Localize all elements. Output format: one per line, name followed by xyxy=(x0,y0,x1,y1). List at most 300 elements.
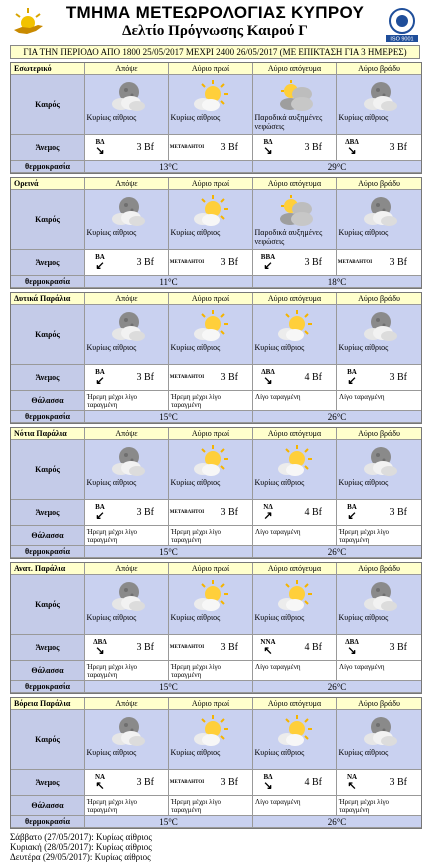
wind-force: 3 Bf xyxy=(136,142,154,153)
wind-row xyxy=(11,635,421,661)
sea-state: Ήρεμη μέχρι λίγο ταραγμένη xyxy=(339,528,390,544)
wind-direction xyxy=(169,644,205,652)
wind-cell xyxy=(337,500,421,526)
column-header: Αύριο πρωί xyxy=(169,178,253,190)
weather-text: Κυρίως αίθριος xyxy=(86,113,137,122)
wind-direction xyxy=(88,138,112,157)
wind-direction-label: ΝΔ xyxy=(263,503,273,511)
column-header: Αύριο βράδυ xyxy=(337,63,421,75)
temperature-low: 15°C xyxy=(85,681,253,693)
wind-arrow-icon: ↘ xyxy=(263,780,273,792)
sea-state: Λίγο ταραγμένη xyxy=(339,393,385,401)
sea-cell xyxy=(169,796,253,816)
wind-label: Άνεμος xyxy=(11,135,85,161)
wind-row xyxy=(11,135,421,161)
column-header: Αύριο απόγευμα xyxy=(253,428,337,440)
weather-cell xyxy=(337,575,421,635)
wind-force: 3 Bf xyxy=(389,372,407,383)
weather-label: Καιρός xyxy=(11,305,85,365)
moon-cloud-icon xyxy=(359,444,399,478)
sea-cell xyxy=(253,391,337,411)
weather-text: Κυρίως αίθριος xyxy=(338,343,389,352)
wind-force: 3 Bf xyxy=(136,257,154,268)
page-subtitle: Δελτίο Πρόγνωσης Καιρού Γ xyxy=(122,23,308,39)
wind-force: 3 Bf xyxy=(220,507,238,518)
wind-direction-label: ΔΒΔ xyxy=(261,368,275,376)
wind-direction xyxy=(169,509,205,517)
forecast-period: ΓΙΑ ΤΗΝ ΠΕΡΙΟΔΟ ΑΠΟ 1800 25/05/2017 ΜΕΧΡΙ 2400 26/05/2017 (ΜΕ ΕΠΙΚΤΑΣΗ ΓΙΑ 3 ΗΜΕΡΕΣ) xyxy=(10,45,420,59)
weather-text: Κυρίως αίθριος xyxy=(86,228,137,237)
temperature-row xyxy=(11,681,421,693)
sun-cloud-icon xyxy=(191,194,231,228)
weather-cell xyxy=(169,575,253,635)
wind-cell xyxy=(337,135,421,161)
column-header: Απόψε xyxy=(85,428,169,440)
region-header-row xyxy=(11,698,421,710)
wind-force: 4 Bf xyxy=(304,642,322,653)
wind-force: 3 Bf xyxy=(304,142,322,153)
region-name: Ανατ. Παράλια xyxy=(11,563,85,575)
temperature-row xyxy=(11,161,421,173)
wind-cell xyxy=(169,500,253,526)
column-header: Αύριο απόγευμα xyxy=(253,178,337,190)
wind-cell xyxy=(85,250,169,276)
sea-cell xyxy=(253,661,337,681)
temperature-row xyxy=(11,546,421,558)
wind-direction xyxy=(256,368,280,387)
sea-cell xyxy=(85,661,169,681)
sea-row xyxy=(11,391,421,411)
temperature-low: 13°C xyxy=(85,161,253,173)
region-name: Νότια Παράλια xyxy=(11,428,85,440)
sea-cell xyxy=(253,526,337,546)
sea-state: Ήρεμη μέχρι λίγο ταραγμένη xyxy=(339,798,390,814)
wind-label: Άνεμος xyxy=(11,770,85,796)
wind-row xyxy=(11,365,421,391)
weather-cell xyxy=(253,305,337,365)
wind-row xyxy=(11,770,421,796)
wind-cell xyxy=(253,250,337,276)
region-table xyxy=(10,177,422,289)
sea-cell xyxy=(337,391,421,411)
weather-cell xyxy=(253,575,337,635)
sea-state: Ήρεμη μέχρι λίγο ταραγμένη xyxy=(171,798,222,814)
weather-text: Κυρίως αίθριος xyxy=(170,613,221,622)
region-table xyxy=(10,427,422,559)
wind-direction-label: ΒΔ xyxy=(263,138,273,146)
wind-direction-label: ΒΔ xyxy=(95,138,105,146)
region-name: Ορεινά xyxy=(11,178,85,190)
wind-row xyxy=(11,500,421,526)
sun-cloud-icon xyxy=(275,714,315,748)
wind-force: 4 Bf xyxy=(304,777,322,788)
wind-direction-label: ΔΒΔ xyxy=(345,638,359,646)
moon-cloud-icon xyxy=(359,714,399,748)
weather-text: Κυρίως αίθριος xyxy=(254,343,305,352)
wind-direction xyxy=(169,374,205,382)
weather-label: Καιρός xyxy=(11,440,85,500)
region-table xyxy=(10,562,422,694)
weather-text: Κυρίως αίθριος xyxy=(86,478,137,487)
moon-cloud-icon xyxy=(107,714,147,748)
weather-text: Κυρίως αίθριος xyxy=(338,478,389,487)
wind-direction xyxy=(169,144,205,152)
wind-cell xyxy=(85,770,169,796)
wind-direction xyxy=(340,368,364,387)
wind-direction-label: ΜΕΤΑΒΛΗΤΟΙ xyxy=(169,375,205,380)
column-header: Αύριο απόγευμα xyxy=(253,563,337,575)
wind-direction xyxy=(340,638,364,657)
column-header: Αύριο απόγευμα xyxy=(253,63,337,75)
wind-direction xyxy=(340,773,364,792)
moon-cloud-icon xyxy=(359,309,399,343)
temperature-label: θερμοκρασία xyxy=(11,161,85,173)
wind-direction-label: ΔΒΔ xyxy=(345,138,359,146)
weather-cell xyxy=(253,75,337,135)
temperature-label: θερμοκρασία xyxy=(11,816,85,828)
column-header: Αύριο βράδυ xyxy=(337,178,421,190)
wind-arrow-icon: ↙ xyxy=(95,375,105,387)
column-header: Απόψε xyxy=(85,63,169,75)
wind-arrow-icon: ↘ xyxy=(95,645,105,657)
sea-cell xyxy=(85,526,169,546)
wind-direction-label: ΜΕΤΑΒΛΗΤΟΙ xyxy=(337,260,373,265)
column-header: Αύριο απόγευμα xyxy=(253,293,337,305)
weather-text: Κυρίως αίθριος xyxy=(338,613,389,622)
column-header: Αύριο πρωί xyxy=(169,63,253,75)
sea-state: Λίγο ταραγμένη xyxy=(255,393,301,401)
sea-state: Λίγο ταραγμένη xyxy=(255,663,301,671)
weather-row xyxy=(11,75,421,135)
wind-cell xyxy=(169,365,253,391)
region-table xyxy=(10,292,422,424)
weather-cell xyxy=(169,305,253,365)
sea-cell xyxy=(169,661,253,681)
wind-force: 3 Bf xyxy=(136,507,154,518)
sea-state: Ήρεμη μέχρι λίγο ταραγμένη xyxy=(87,528,138,544)
wind-arrow-icon: ↙ xyxy=(95,260,105,272)
wind-cell xyxy=(337,635,421,661)
wind-direction-label: ΒΑ xyxy=(95,253,105,261)
wind-direction-label: ΝΑ xyxy=(94,773,106,781)
wind-direction-label: ΒΑ xyxy=(95,503,105,511)
wind-direction xyxy=(88,253,112,272)
wind-arrow-icon: ↘ xyxy=(347,145,357,157)
sea-label: Θάλασσα xyxy=(11,391,85,411)
wind-cell xyxy=(337,770,421,796)
weather-text: Κυρίως αίθριος xyxy=(170,748,221,757)
weather-text: Κυρίως αίθριος xyxy=(338,113,389,122)
weather-cell xyxy=(85,75,169,135)
wind-cell xyxy=(253,135,337,161)
wind-direction-label: ΜΕΤΑΒΛΗΤΟΙ xyxy=(169,645,205,650)
region-header-row xyxy=(11,293,421,305)
region-table xyxy=(10,62,422,174)
temperature-low: 15°C xyxy=(85,411,253,423)
wind-cell xyxy=(337,365,421,391)
column-header: Αύριο πρωί xyxy=(169,698,253,710)
wind-direction xyxy=(88,773,112,792)
wind-force: 3 Bf xyxy=(389,777,407,788)
svg-text:ISO 9001: ISO 9001 xyxy=(390,36,414,42)
wind-arrow-icon: ↙ xyxy=(95,510,105,522)
sea-label: Θάλασσα xyxy=(11,796,85,816)
wind-cell xyxy=(169,635,253,661)
wind-cell xyxy=(169,250,253,276)
sun-cloud-icon xyxy=(191,579,231,613)
temperature-high: 26°C xyxy=(253,546,421,558)
weather-cell xyxy=(85,440,169,500)
region-header-row xyxy=(11,563,421,575)
weather-cell xyxy=(337,440,421,500)
column-header: Αύριο βράδυ xyxy=(337,428,421,440)
sea-row xyxy=(11,526,421,546)
region-table xyxy=(10,697,422,829)
sea-state: Ήρεμη μέχρι λίγο ταραγμένη xyxy=(171,663,222,679)
column-header: Απόψε xyxy=(85,563,169,575)
sea-state: Λίγο ταραγμένη xyxy=(339,663,385,671)
wind-direction xyxy=(256,773,280,792)
weather-text: Παροδικά αυξημένες νεφώσεις xyxy=(254,228,323,246)
wind-force: 3 Bf xyxy=(136,777,154,788)
moon-cloud-icon xyxy=(107,309,147,343)
sea-state: Ήρεμη μέχρι λίγο ταραγμένη xyxy=(171,528,222,544)
sun-cloud-icon xyxy=(275,309,315,343)
temperature-low: 15°C xyxy=(85,546,253,558)
region-header-row xyxy=(11,178,421,190)
wind-cell xyxy=(169,135,253,161)
wind-arrow-icon: ↖ xyxy=(347,780,357,792)
wind-arrow-icon: ↖ xyxy=(95,780,105,792)
sun-cloud-icon xyxy=(275,444,315,478)
column-header: Αύριο απόγευμα xyxy=(253,698,337,710)
moon-cloud-icon xyxy=(107,194,147,228)
extended-day: Σάββατο (27/05/2017): Κυρίως αίθριος xyxy=(10,832,152,842)
sun-clouds-icon xyxy=(275,194,315,228)
temperature-low: 11°C xyxy=(85,276,253,288)
sun-cloud-icon xyxy=(191,79,231,113)
weather-cell xyxy=(85,575,169,635)
weather-cell xyxy=(85,305,169,365)
wind-label: Άνεμος xyxy=(11,635,85,661)
extended-day: Δευτέρα (29/05/2017): Κυρίως αίθριος xyxy=(10,852,151,862)
temperature-label: θερμοκρασία xyxy=(11,681,85,693)
sea-label: Θάλασσα xyxy=(11,661,85,681)
temperature-label: θερμοκρασία xyxy=(11,276,85,288)
weather-cell xyxy=(85,710,169,770)
moon-cloud-icon xyxy=(107,444,147,478)
wind-cell xyxy=(85,500,169,526)
wind-force: 3 Bf xyxy=(136,642,154,653)
wind-direction xyxy=(169,779,205,787)
wind-direction xyxy=(88,368,112,387)
column-header: Απόψε xyxy=(85,698,169,710)
wind-direction xyxy=(340,138,364,157)
wind-cell xyxy=(253,770,337,796)
sun-cloud-icon xyxy=(191,444,231,478)
temperature-high: 26°C xyxy=(253,816,421,828)
weather-cell xyxy=(169,440,253,500)
sea-state: Λίγο ταραγμένη xyxy=(255,528,301,536)
weather-label: Καιρός xyxy=(11,190,85,250)
weather-label: Καιρός xyxy=(11,710,85,770)
wind-direction xyxy=(256,138,280,157)
weather-text: Κυρίως αίθριος xyxy=(338,228,389,237)
temperature-high: 26°C xyxy=(253,681,421,693)
weather-text: Κυρίως αίθριος xyxy=(86,613,137,622)
weather-cell xyxy=(337,710,421,770)
weather-cell xyxy=(169,710,253,770)
wind-direction xyxy=(256,503,280,522)
wind-cell xyxy=(85,365,169,391)
extended-day: Κυριακή (28/05/2017): Κυρίως αίθριος xyxy=(10,842,152,852)
wind-arrow-icon: ↙ xyxy=(347,375,357,387)
weather-cell xyxy=(337,190,421,250)
moon-cloud-icon xyxy=(359,79,399,113)
page-header xyxy=(0,0,430,44)
wind-arrow-icon: ↘ xyxy=(95,145,105,157)
wind-direction xyxy=(88,503,112,522)
weather-row xyxy=(11,575,421,635)
column-header: Αύριο βράδυ xyxy=(337,698,421,710)
wind-force: 3 Bf xyxy=(389,642,407,653)
column-header: Απόψε xyxy=(85,178,169,190)
wind-direction-label: ΔΒΔ xyxy=(93,638,107,646)
sea-cell xyxy=(169,526,253,546)
wind-arrow-icon: ↖ xyxy=(263,645,273,657)
wind-cell xyxy=(85,135,169,161)
wind-force: 3 Bf xyxy=(389,507,407,518)
wind-cell xyxy=(85,635,169,661)
weather-text: Κυρίως αίθριος xyxy=(338,748,389,757)
weather-cell xyxy=(85,190,169,250)
wind-cell xyxy=(253,500,337,526)
moon-cloud-icon xyxy=(359,194,399,228)
region-header-row xyxy=(11,428,421,440)
wind-force: 4 Bf xyxy=(304,372,322,383)
sea-cell xyxy=(337,526,421,546)
wind-direction-label: ΒΔ xyxy=(263,773,273,781)
wind-direction-label: ΜΕΤΑΒΛΗΤΟΙ xyxy=(169,145,205,150)
weather-cell xyxy=(337,305,421,365)
wind-label: Άνεμος xyxy=(11,365,85,391)
weather-row xyxy=(11,305,421,365)
wind-arrow-icon: ↙ xyxy=(263,260,273,272)
weather-cell xyxy=(253,190,337,250)
temperature-row xyxy=(11,411,421,423)
sea-cell xyxy=(337,796,421,816)
wind-direction-label: ΜΕΤΑΒΛΗΤΟΙ xyxy=(169,260,205,265)
weather-text: Κυρίως αίθριος xyxy=(170,478,221,487)
wind-direction xyxy=(337,259,373,267)
sea-cell xyxy=(169,391,253,411)
sea-cell xyxy=(85,796,169,816)
wind-arrow-icon: ↘ xyxy=(347,645,357,657)
weather-text: Κυρίως αίθριος xyxy=(254,748,305,757)
sun-cloud-icon xyxy=(191,714,231,748)
weather-text: Κυρίως αίθριος xyxy=(170,343,221,352)
temperature-row xyxy=(11,276,421,288)
wind-direction xyxy=(340,503,364,522)
wind-force: 3 Bf xyxy=(220,372,238,383)
weather-text: Κυρίως αίθριος xyxy=(170,228,221,237)
weather-text: Παροδικά αυξημένες νεφώσεις xyxy=(254,113,323,131)
wind-label: Άνεμος xyxy=(11,500,85,526)
sea-cell xyxy=(85,391,169,411)
temperature-high: 29°C xyxy=(253,161,421,173)
column-header: Αύριο βράδυ xyxy=(337,563,421,575)
sea-row xyxy=(11,796,421,816)
wind-arrow-icon: ↗ xyxy=(263,510,273,522)
weather-cell xyxy=(169,75,253,135)
page-title: ΤΜΗΜΑ ΜΕΤΕΩΡΟΛΟΓΙΑΣ ΚΥΠΡΟΥ xyxy=(65,3,365,22)
temperature-high: 18°C xyxy=(253,276,421,288)
wind-cell xyxy=(337,250,421,276)
column-header: Απόψε xyxy=(85,293,169,305)
moon-cloud-icon xyxy=(107,579,147,613)
wind-direction-label: ΒΑ xyxy=(95,368,105,376)
temperature-row xyxy=(11,816,421,828)
sea-row xyxy=(11,661,421,681)
column-header: Αύριο βράδυ xyxy=(337,293,421,305)
wind-force: 3 Bf xyxy=(389,257,407,268)
wind-row xyxy=(11,250,421,276)
sea-state: Ήρεμη μέχρι λίγο ταραγμένη xyxy=(171,393,222,409)
wind-force: 3 Bf xyxy=(220,142,238,153)
wind-force: 3 Bf xyxy=(304,257,322,268)
weather-cell xyxy=(253,710,337,770)
wind-arrow-icon: ↙ xyxy=(347,510,357,522)
wind-direction xyxy=(256,638,280,657)
wind-cell xyxy=(253,365,337,391)
temperature-high: 26°C xyxy=(253,411,421,423)
weather-row xyxy=(11,440,421,500)
wind-direction-label: ΒΒΑ xyxy=(260,253,276,261)
wind-force: 3 Bf xyxy=(136,372,154,383)
wind-force: 4 Bf xyxy=(304,507,322,518)
wind-direction-label: ΒΑ xyxy=(347,503,357,511)
iso-certification-logo xyxy=(384,6,420,42)
wind-force: 3 Bf xyxy=(220,257,238,268)
region-name: Εσωτερικό xyxy=(11,63,85,75)
weather-cell xyxy=(337,75,421,135)
wind-arrow-icon: ↘ xyxy=(263,145,273,157)
weather-cell xyxy=(169,190,253,250)
wind-force: 3 Bf xyxy=(220,642,238,653)
wind-direction-label: ΜΕΤΑΒΛΗΤΟΙ xyxy=(169,780,205,785)
column-header: Αύριο πρωί xyxy=(169,428,253,440)
wind-direction-label: ΜΕΤΑΒΛΗΤΟΙ xyxy=(169,510,205,515)
wind-cell xyxy=(169,770,253,796)
temperature-label: θερμοκρασία xyxy=(11,411,85,423)
wind-arrow-icon: ↘ xyxy=(263,375,273,387)
weather-cell xyxy=(253,440,337,500)
sea-cell xyxy=(337,661,421,681)
wind-direction xyxy=(169,259,205,267)
sun-clouds-icon xyxy=(275,79,315,113)
wind-label: Άνεμος xyxy=(11,250,85,276)
wind-direction xyxy=(88,638,112,657)
weather-text: Κυρίως αίθριος xyxy=(86,343,137,352)
wind-cell xyxy=(253,635,337,661)
region-header-row xyxy=(11,63,421,75)
sea-state: Ήρεμη μέχρι λίγο ταραγμένη xyxy=(87,663,138,679)
sea-state: Λίγο ταραγμένη xyxy=(255,798,301,806)
weather-text: Κυρίως αίθριος xyxy=(86,748,137,757)
weather-label: Καιρός xyxy=(11,75,85,135)
column-header: Αύριο πρωί xyxy=(169,563,253,575)
moon-cloud-icon xyxy=(359,579,399,613)
